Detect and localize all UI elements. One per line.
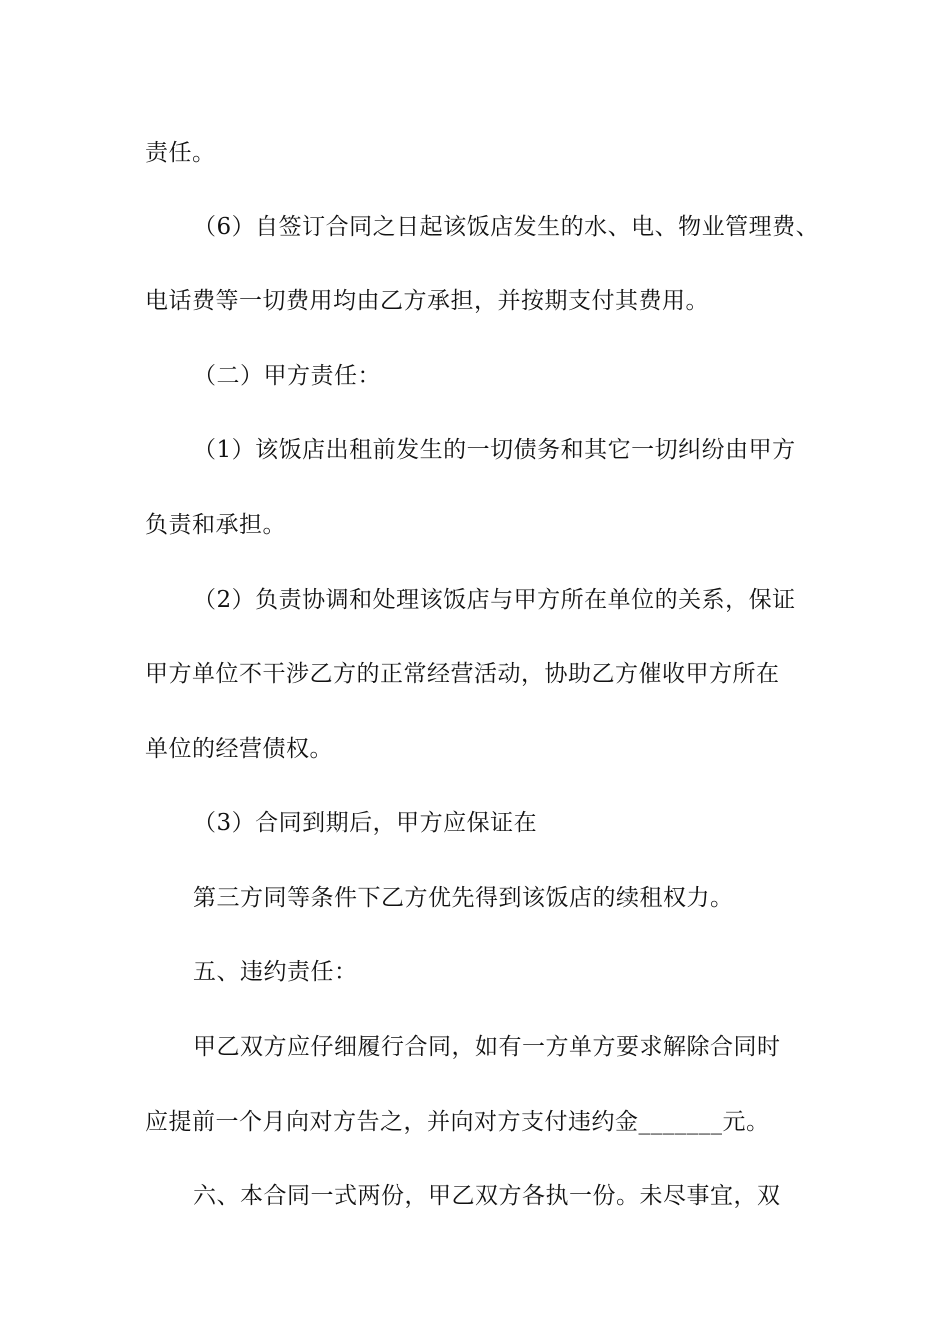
text-line-6: 负责和承担。 — [145, 512, 286, 538]
text-line-7: （2）负责协调和处理该饭店与甲方所在单位的关系，保证 — [193, 587, 796, 613]
text-line-8: 甲方单位不干涉乙方的正常经营活动，协助乙方催收甲方所在 — [145, 661, 780, 687]
text-line-5: （1）该饭店出租前发生的一切债务和其它一切纠纷由甲方 — [193, 437, 796, 463]
text-line-4: （二）甲方责任： — [193, 363, 381, 389]
text-line-10: （3）合同到期后，甲方应保证在 — [193, 810, 538, 836]
text-line-3: 电话费等一切费用均由乙方承担，并按期支付其费用。 — [145, 288, 709, 314]
text-line-15: 六、本合同一式两份，甲乙双方各执一份。未尽事宜，双 — [193, 1183, 781, 1209]
text-line-13: 甲乙双方应仔细履行合同，如有一方单方要求解除合同时 — [193, 1034, 781, 1060]
text-line-2: （6）自签订合同之日起该饭店发生的水、电、物业管理费、 — [193, 214, 820, 240]
text-line-9: 单位的经营债权。 — [145, 736, 333, 762]
text-line-12: 五、违约责任： — [193, 959, 358, 985]
text-line-11: 第三方同等条件下乙方优先得到该饭店的续租权力。 — [193, 885, 734, 911]
text-line-14: 应提前一个月向对方告之，并向对方支付违约金_______元。 — [145, 1109, 770, 1135]
text-line-1: 责任。 — [145, 140, 216, 166]
